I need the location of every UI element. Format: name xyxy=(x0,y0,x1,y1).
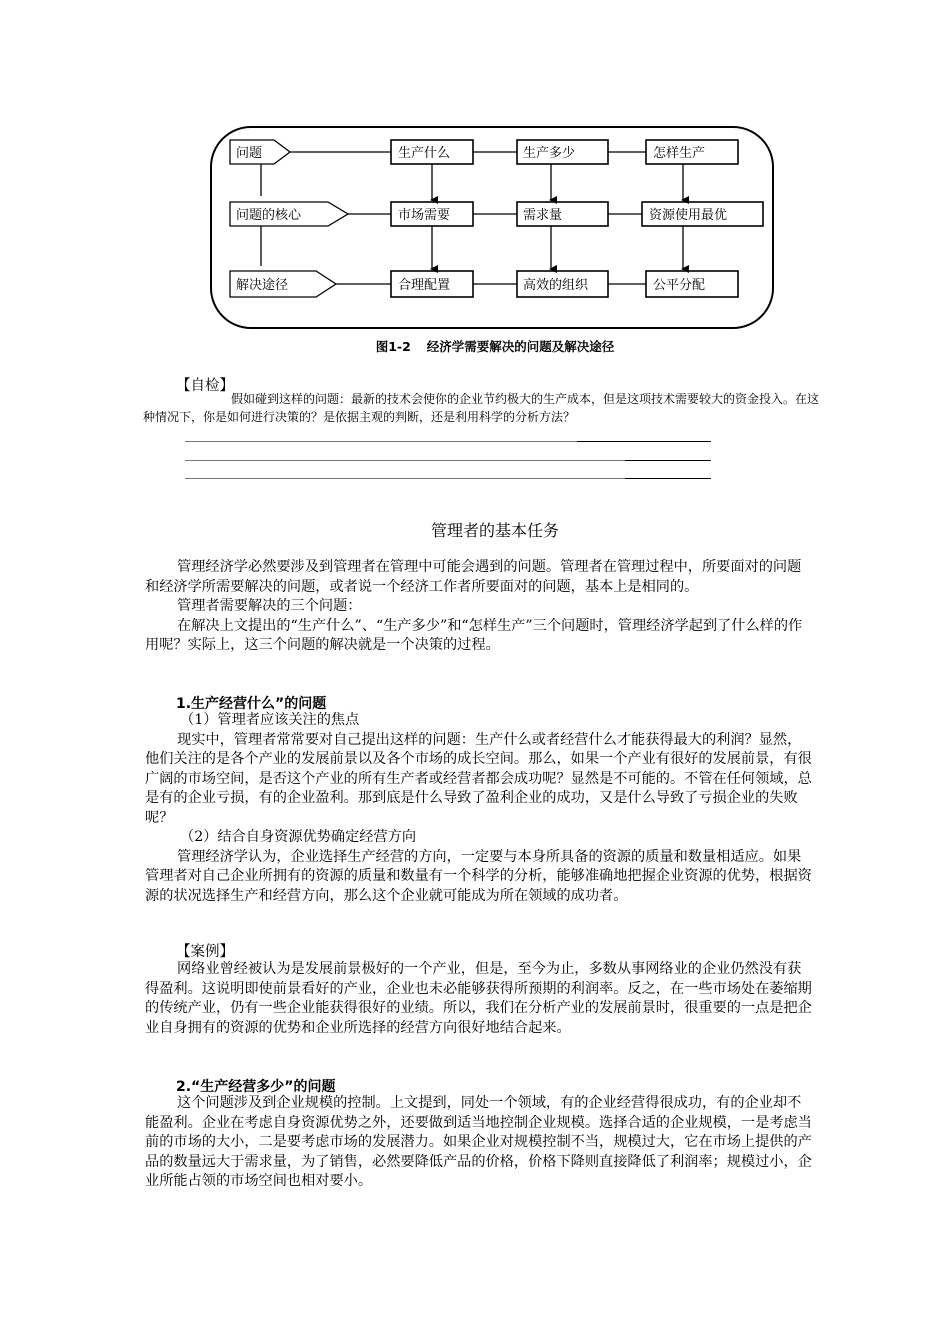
section1-block xyxy=(145,711,815,906)
self-check-paragraph: 假如碰到这样的问题：最新的技术会使你的企业节约极大的生产成本，但是这项技术需要较大的资金投入。在这种情况下，你是如何进行决策的？是依据主观的判断，还是利用科学的分析方法？ xyxy=(143,392,820,424)
cell-what-to-produce: 生产什么 xyxy=(398,146,451,161)
answer-line-end xyxy=(577,441,711,442)
section1-para1: 现实中，管理者常常要对自己提出这样的问题：生产什么或者经营什么才能获得最大的利润？显然，他们关注的是各个产业的发展前景以及各个市场的成长空间。那么，如果一个产业有很好的发展前景，有很广阔的市场空间，是否这个产业的所有生产者或经营者都会成功呢？显然是不可能的。不管在任何领域，总是有的企业亏损，有的企业盈利。那到底是什么导致了盈利企业的成功，又是什么导致了亏损企业的失败呢？ xyxy=(145,731,812,826)
article-title: 管理者的基本任务 xyxy=(430,521,559,540)
cell-rational-allocation: 合理配置 xyxy=(398,278,451,293)
intro-paragraph: 管理经济学必然要涉及到管理者在管理中可能会遇到的问题。管理者在管理过程中，所要面对的问题和经济学所需要解决的问题，或者说一个经济工作者所要面对的问题，基本上是相同的。 xyxy=(145,559,802,595)
cell-how-to-produce: 怎样生产 xyxy=(653,146,706,161)
section1-heading: 1.生产经营什么”的问题 xyxy=(176,696,327,712)
section2-block xyxy=(145,1094,815,1192)
section1-sub1: （1）管理者应该关注的焦点 xyxy=(180,712,360,728)
intro-paragraph: 管理者需要解决的三个问题： xyxy=(177,598,362,614)
answer-line-end xyxy=(625,478,711,479)
cell-efficient-organization: 高效的组织 xyxy=(523,278,589,293)
self-check-title: 【自检】 xyxy=(176,378,234,394)
cell-demand-quantity: 需求量 xyxy=(523,208,563,223)
row-label-solution: 解决途径 xyxy=(236,278,289,293)
case-title: 【案例】 xyxy=(176,944,234,960)
cell-fair-distribution: 公平分配 xyxy=(653,278,706,293)
row-label-core: 问题的核心 xyxy=(236,208,302,223)
section1-sub2: （2）结合自身资源优势确定经营方向 xyxy=(180,829,417,845)
cell-how-much: 生产多少 xyxy=(523,146,576,161)
figure-caption xyxy=(0,337,950,355)
cell-optimal-resource-use: 资源使用最优 xyxy=(649,208,728,223)
row-label-problem: 问题 xyxy=(236,146,263,161)
intro-paragraph: 在解决上文提出的“生产什么”、“生产多少”和“怎样生产”三个问题时，管理经济学起到了什么样的作用呢？实际上，这三个问题的解决就是一个决策的过程。 xyxy=(145,617,803,653)
section1-para2: 管理经济学认为，企业选择生产经营的方向，一定要与本身所具备的资源的质量和数量相适应。如果管理者对自己企业所拥有的资源的质量和数量有一个科学的分析，能够准确地把握企业资源的优势，根据资源的状况选择生产和经营方向，那么这个企业就可能成为所在领域的成功者。 xyxy=(145,848,812,904)
figure-caption-text: 经济学需要解决的问题及解决途径 xyxy=(426,339,615,354)
figure-number: 图1-2 xyxy=(375,339,411,354)
section2-heading: 2.“生产经营多少”的问题 xyxy=(176,1079,336,1095)
answer-line-end xyxy=(625,460,711,461)
answer-line xyxy=(185,460,625,461)
self-check-text xyxy=(143,390,823,426)
answer-line xyxy=(185,478,625,479)
cell-market-demand: 市场需要 xyxy=(398,208,451,223)
answer-line xyxy=(185,441,577,442)
section2-paragraph: 这个问题涉及到企业规模的控制。上文提到，同处一个领域，有的企业经营得很成功，有的企业却不能盈利。企业在考虑自身资源优势之外，还要做到适当地控制企业规模。选择合适的企业规模，一是考虑当前的市场的大小，二是要考虑市场的发展潜力。如果企业对规模控制不当，规模过大，它在市场上提供的产品的数量远大于需求量，为了销售，必然要降低产品的价格，价格下降则直接降低了利润率；规模过小，企业所能占领的市场空间也相对要小。 xyxy=(145,1095,812,1189)
case-paragraph: 网络业曾经被认为是发展前景极好的一个产业，但是，至今为止，多数从事网络业的企业仍然没有获得盈利。这说明即使前景看好的产业，企业也未必能够获得所预期的利润率。反之，在一些市场处在萎缩期的传统产业，仍有一些企业能获得很好的业绩。所以，我们在分析产业的发展前景时，很重要的一点是把企业自身拥有的资源的优势和企业所选择的经营方向很好地结合起来。 xyxy=(145,961,812,1036)
intro-block xyxy=(145,558,815,656)
case-block xyxy=(145,960,815,1038)
flow-diagram xyxy=(0,0,950,340)
